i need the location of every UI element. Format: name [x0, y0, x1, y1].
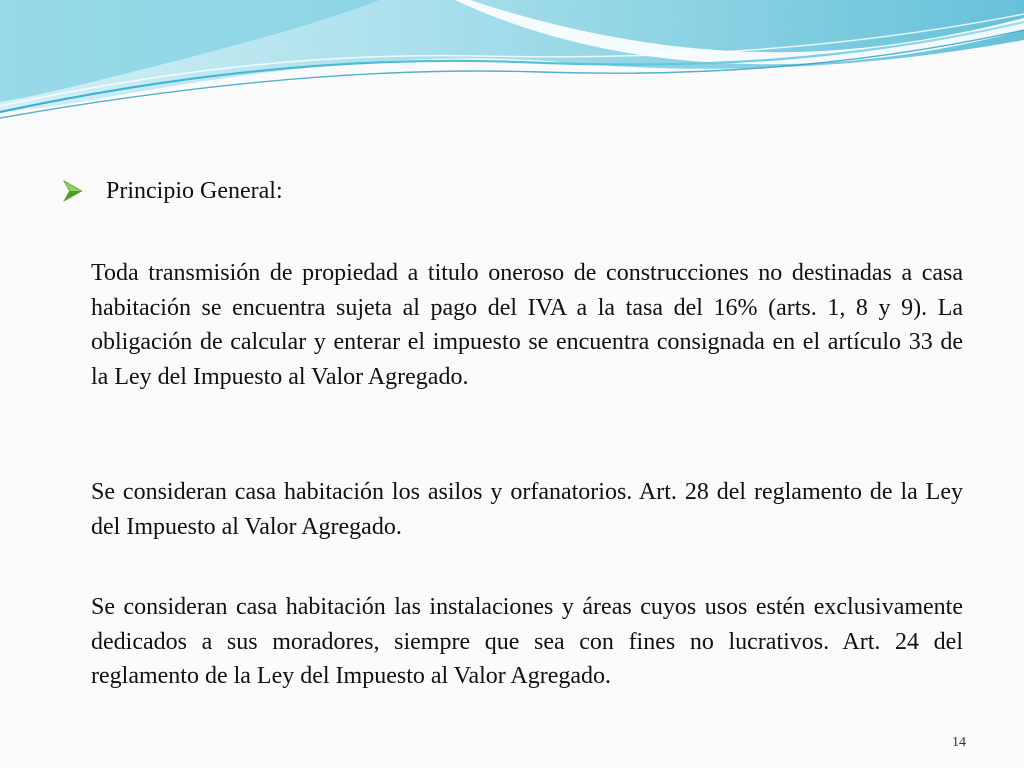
bullet-heading [62, 176, 283, 206]
paragraph-3: Se consideran casa habitación las instalaciones y áreas cuyos usos estén exclusivamente dedicados a sus moradores, siempre que sea con fines no lucrativos. Art. 24 del reglamento de la Ley del Impuesto al Valor Agregado. [91, 594, 963, 689]
page-number: 14 [952, 735, 966, 750]
header-wave-decoration [0, 0, 1024, 130]
paragraph-2: Se consideran casa habitación los asilos y orfanatorios. Art. 28 del reglamento de la Ley del Impuesto al Valor Agregado. [91, 479, 963, 540]
arrow-bullet-icon [62, 180, 84, 202]
paragraph-1: Toda transmisión de propiedad a titulo oneroso de construcciones no destinadas a casa habitación se encuentra sujeta al pago del IVA a la tasa del 16% (arts. 1, 8 y 9). La obligación de calcular y enterar el impuesto se encuentra consignada en el artículo 33 de la Ley del Impuesto al Valor Agregado. [91, 260, 963, 390]
heading-principio-general: Principio General: [106, 178, 283, 204]
